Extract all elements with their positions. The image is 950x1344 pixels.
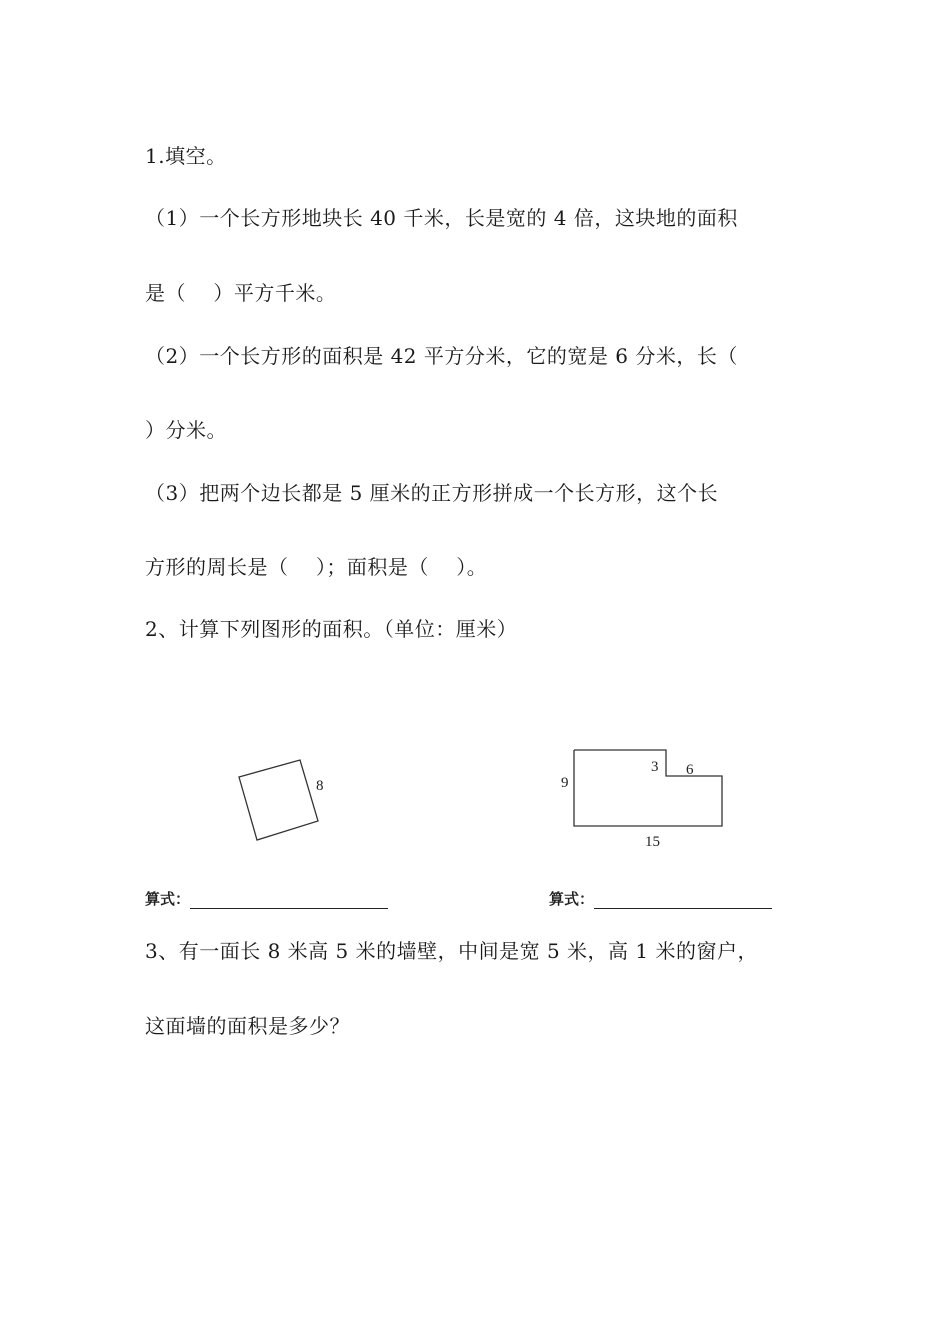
square-side-label: 8 <box>316 778 324 794</box>
q1-item3-line1: （3）把两个边长都是 5 厘米的正方形拼成一个长方形，这个长 <box>145 481 719 505</box>
square-shape <box>239 760 318 840</box>
formula-1-label: 算式： <box>145 890 191 908</box>
left-height-label: 9 <box>561 775 569 791</box>
q1-item3-line2: 方形的周长是（ ）；面积是（ ）。 <box>145 555 488 579</box>
q1-title: 1.填空。 <box>145 144 227 168</box>
q3-line1: 3、有一面长 8 米高 5 米的墙壁，中间是宽 5 米，高 1 米的窗户， <box>145 939 758 963</box>
step-width-label: 6 <box>686 762 694 778</box>
formula-1-blank[interactable] <box>190 894 388 909</box>
q3-line2: 这面墙的面积是多少？ <box>145 1014 350 1038</box>
formula-2 <box>549 888 772 909</box>
stepped-shape <box>574 750 722 826</box>
q1-item2-line2: ）分米。 <box>145 418 227 442</box>
q1-item1-line2: 是（ ）平方千米。 <box>145 281 337 305</box>
formula-1 <box>145 888 388 909</box>
step-height-label: 3 <box>651 759 659 775</box>
q2-title: 2、计算下列图形的面积。（单位：厘米） <box>145 617 518 641</box>
bottom-length-label: 15 <box>645 834 660 850</box>
rotated-square-figure <box>230 750 340 850</box>
stepped-rectangle-figure <box>552 740 737 855</box>
q1-item1-line1: （1）一个长方形地块长 40 千米，长是宽的 4 倍，这块地的面积 <box>145 206 738 230</box>
formula-2-blank[interactable] <box>594 894 772 909</box>
formula-2-label: 算式： <box>549 890 595 908</box>
q1-item2-line1: （2）一个长方形的面积是 42 平方分米，它的宽是 6 分米，长（ <box>145 344 738 368</box>
